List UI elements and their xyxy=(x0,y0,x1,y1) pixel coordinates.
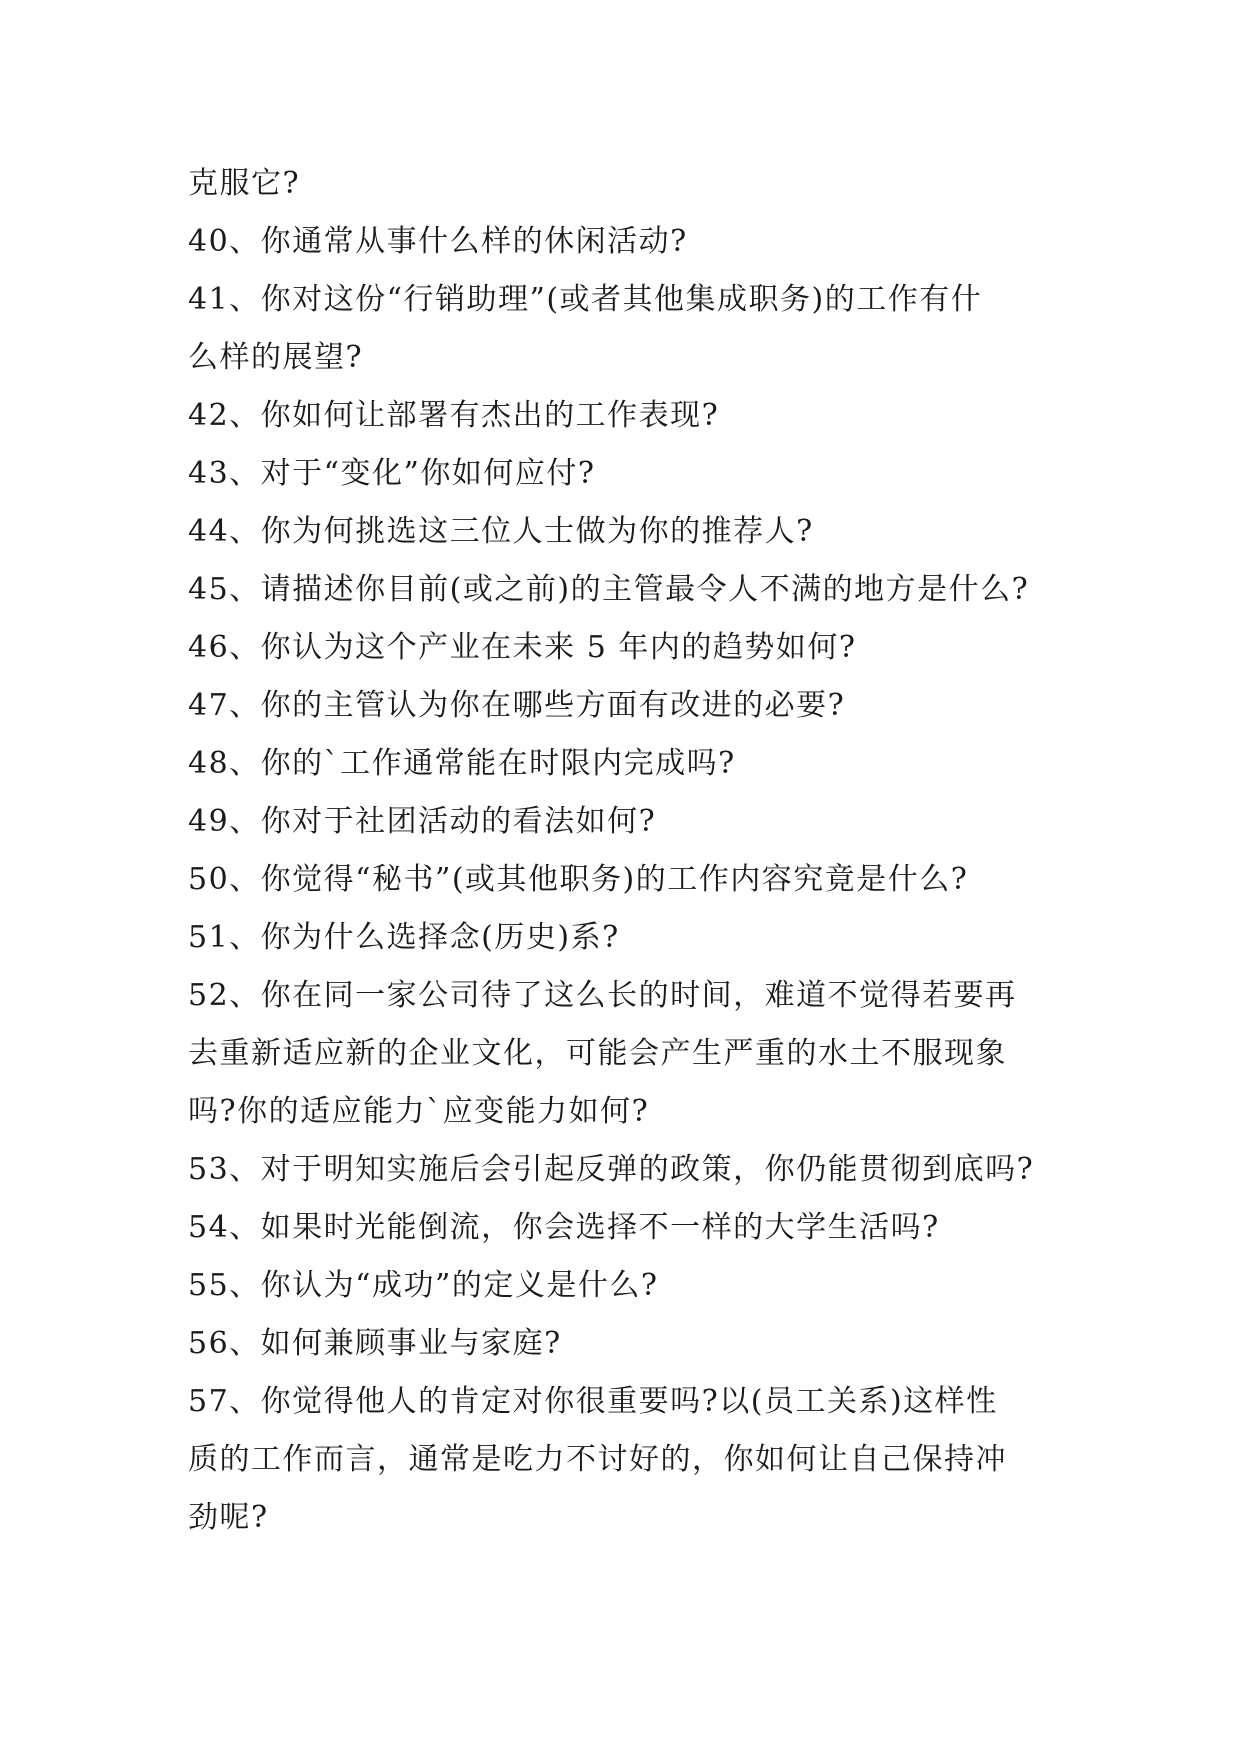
text-line: 57、你觉得他人的肯定对你很重要吗?以(员工关系)这样性 xyxy=(188,1384,998,1419)
text-line: 56、如何兼顾事业与家庭? xyxy=(188,1326,562,1361)
text-line: 51、你为什么选择念(历史)系? xyxy=(188,920,620,955)
text-line: 去重新适应新的企业文化，可能会产生严重的水土不服现象 xyxy=(188,1036,1007,1071)
text-line: 44、你为何挑选这三位人士做为你的推荐人? xyxy=(188,514,814,549)
text-line: 吗?你的适应能力`应变能力如何? xyxy=(188,1094,650,1129)
text-line: 54、如果时光能倒流，你会选择不一样的大学生活吗? xyxy=(188,1210,940,1245)
text-line: 克服它? xyxy=(188,166,301,201)
text-line: 47、你的主管认为你在哪些方面有改进的必要? xyxy=(188,688,846,723)
text-line: 质的工作而言，通常是吃力不讨好的，你如何让自己保持冲 xyxy=(188,1442,1007,1477)
text-line: 劲呢? xyxy=(188,1500,269,1535)
document-body xyxy=(188,155,1058,1547)
text-line: 53、对于明知实施后会引起反弹的政策，你仍能贯彻到底吗? xyxy=(188,1152,1035,1187)
text-line: 42、你如何让部署有杰出的工作表现? xyxy=(188,398,720,433)
text-line: 45、请描述你目前(或之前)的主管最令人不满的地方是什么? xyxy=(188,572,1030,607)
text-line: 52、你在同一家公司待了这么长的时间，难道不觉得若要再 xyxy=(188,978,1017,1013)
text-line: 40、你通常从事什么样的休闲活动? xyxy=(188,224,688,259)
text-line: 48、你的`工作通常能在时限内完成吗? xyxy=(188,746,736,781)
text-line: 么样的展望? xyxy=(188,340,364,375)
text-line: 50、你觉得“秘书”(或其他职务)的工作内容究竟是什么? xyxy=(188,862,969,897)
text-line: 46、你认为这个产业在未来 5 年内的趋势如何? xyxy=(188,630,857,665)
text-line: 49、你对于社团活动的看法如何? xyxy=(188,804,657,839)
text-line: 43、对于“变化”你如何应付? xyxy=(188,456,596,491)
text-line: 55、你认为“成功”的定义是什么? xyxy=(188,1268,659,1303)
text-line: 41、你对这份“行销助理”(或者其他集成职务)的工作有什 xyxy=(188,282,983,317)
